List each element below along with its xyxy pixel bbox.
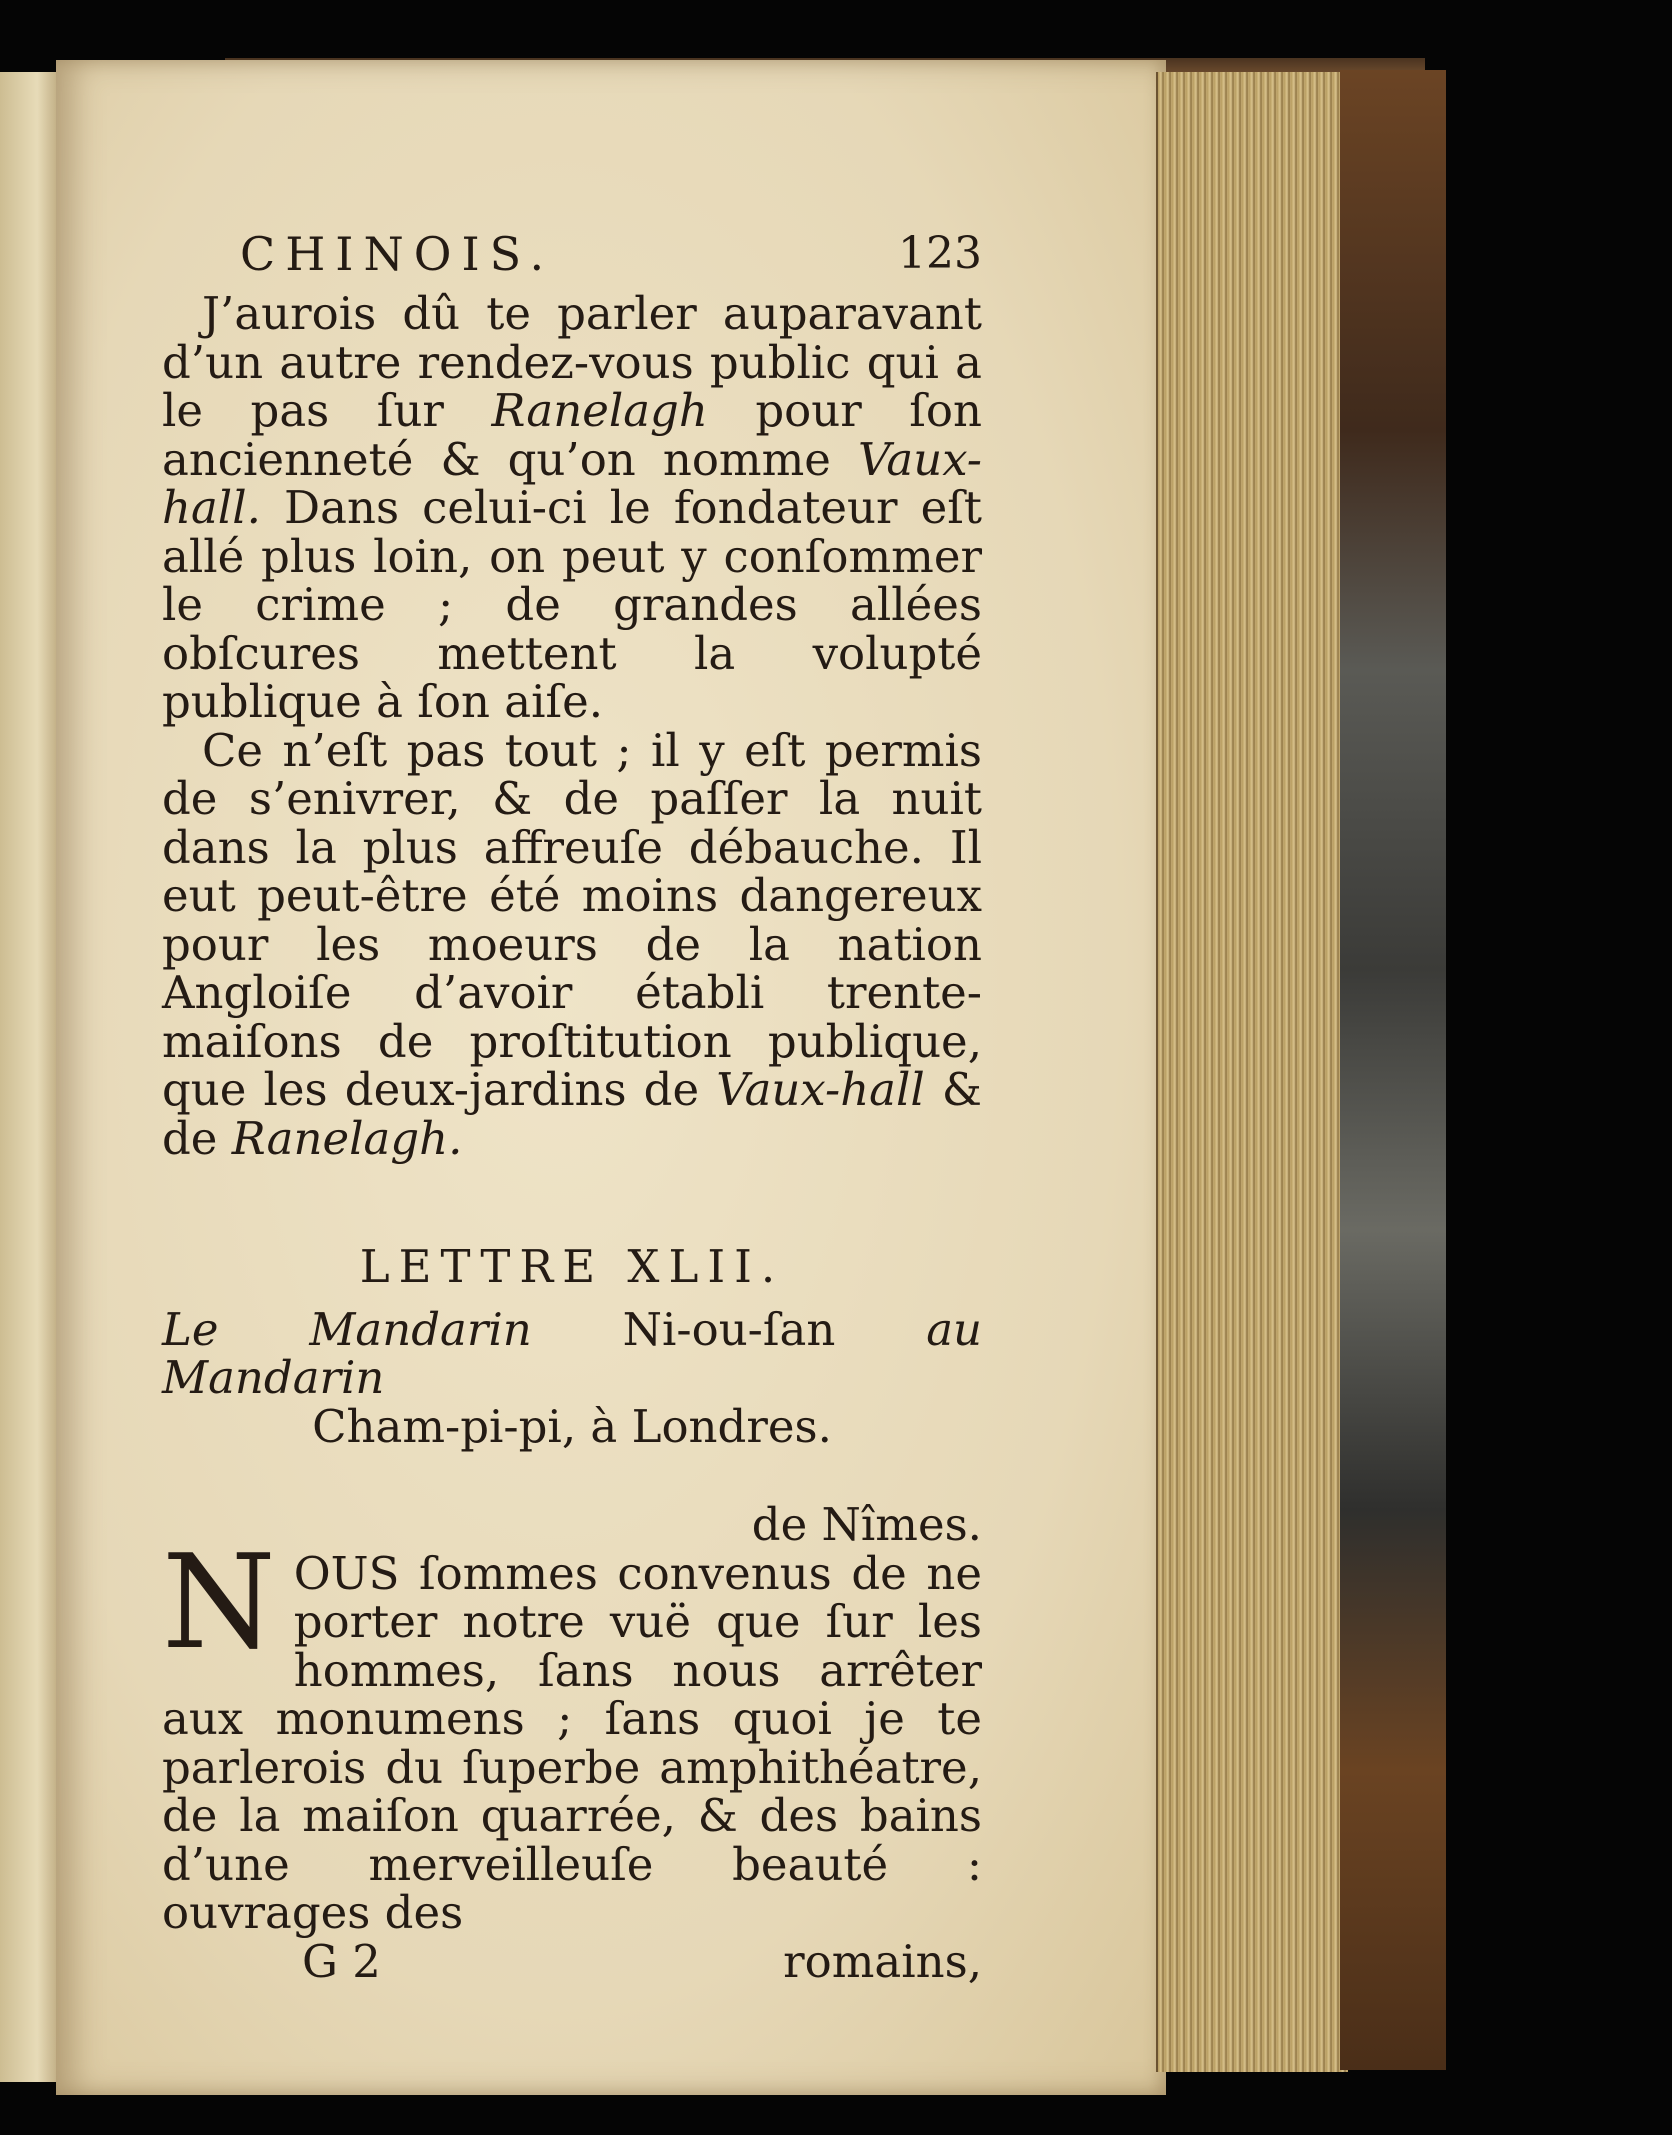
facing-page-edge (0, 72, 64, 2082)
paragraph-3 (162, 1525, 982, 1939)
signature-mark: G 2 (302, 1934, 381, 1988)
page-block-edges (1156, 72, 1348, 2072)
catchword: romains, (783, 1934, 982, 1988)
running-head: CHINOIS. (240, 227, 555, 281)
marbled-cover (1340, 70, 1446, 2070)
letter-subtitle-line-2: Cham-pi-pi, à Londres. (312, 1399, 832, 1453)
paragraph-2: Ce n’eſt pas tout ; il y eſt permis de s’enivrer, & de paſſer la nuit dans la plus affreuſe débauche. Il eut peut-être été moins dangereux pour les moeurs de la nation Angloiſe d’avoir établi trente-maiſons de proſtitution publique, que les deux-jardins de Vaux-hall & de Ranelagh. (162, 723, 982, 1165)
letter-subtitle: Le Mandarin Ni-ou-ſan au Mandarin (162, 1302, 983, 1404)
page-number: 123 (898, 228, 982, 279)
letter-title: LETTRE XLII. (359, 1240, 785, 1293)
paragraph-3-text: OUS ſommes convenus de ne porter notre vuë que ſur les hommes, ſans nous arrêter aux monumens ; ſans quoi je te parlerois du ſuperbe amphithéatre, de la maiſon quarrée, & des bains d’une merveilleuſe beauté : ouvrages des (162, 1546, 982, 1939)
drop-cap: N (162, 1525, 276, 1678)
text-block (162, 227, 983, 1988)
paragraph-1: J’aurois dû te parler auparavant d’un autre rendez-vous public qui a le pas ſur Ranelagh pour ſon ancienneté & qu’on nomme Vaux-hall. Dans celui-ci le fondateur eſt allé plus loin, on peut y conſommer le crime ; de grandes allées obſcures mettent la volupté publique à ſon aiſe. (162, 287, 983, 728)
letter-place: de Nîmes. (751, 1498, 982, 1551)
page-header (162, 227, 982, 290)
page-footer (162, 1934, 982, 1988)
